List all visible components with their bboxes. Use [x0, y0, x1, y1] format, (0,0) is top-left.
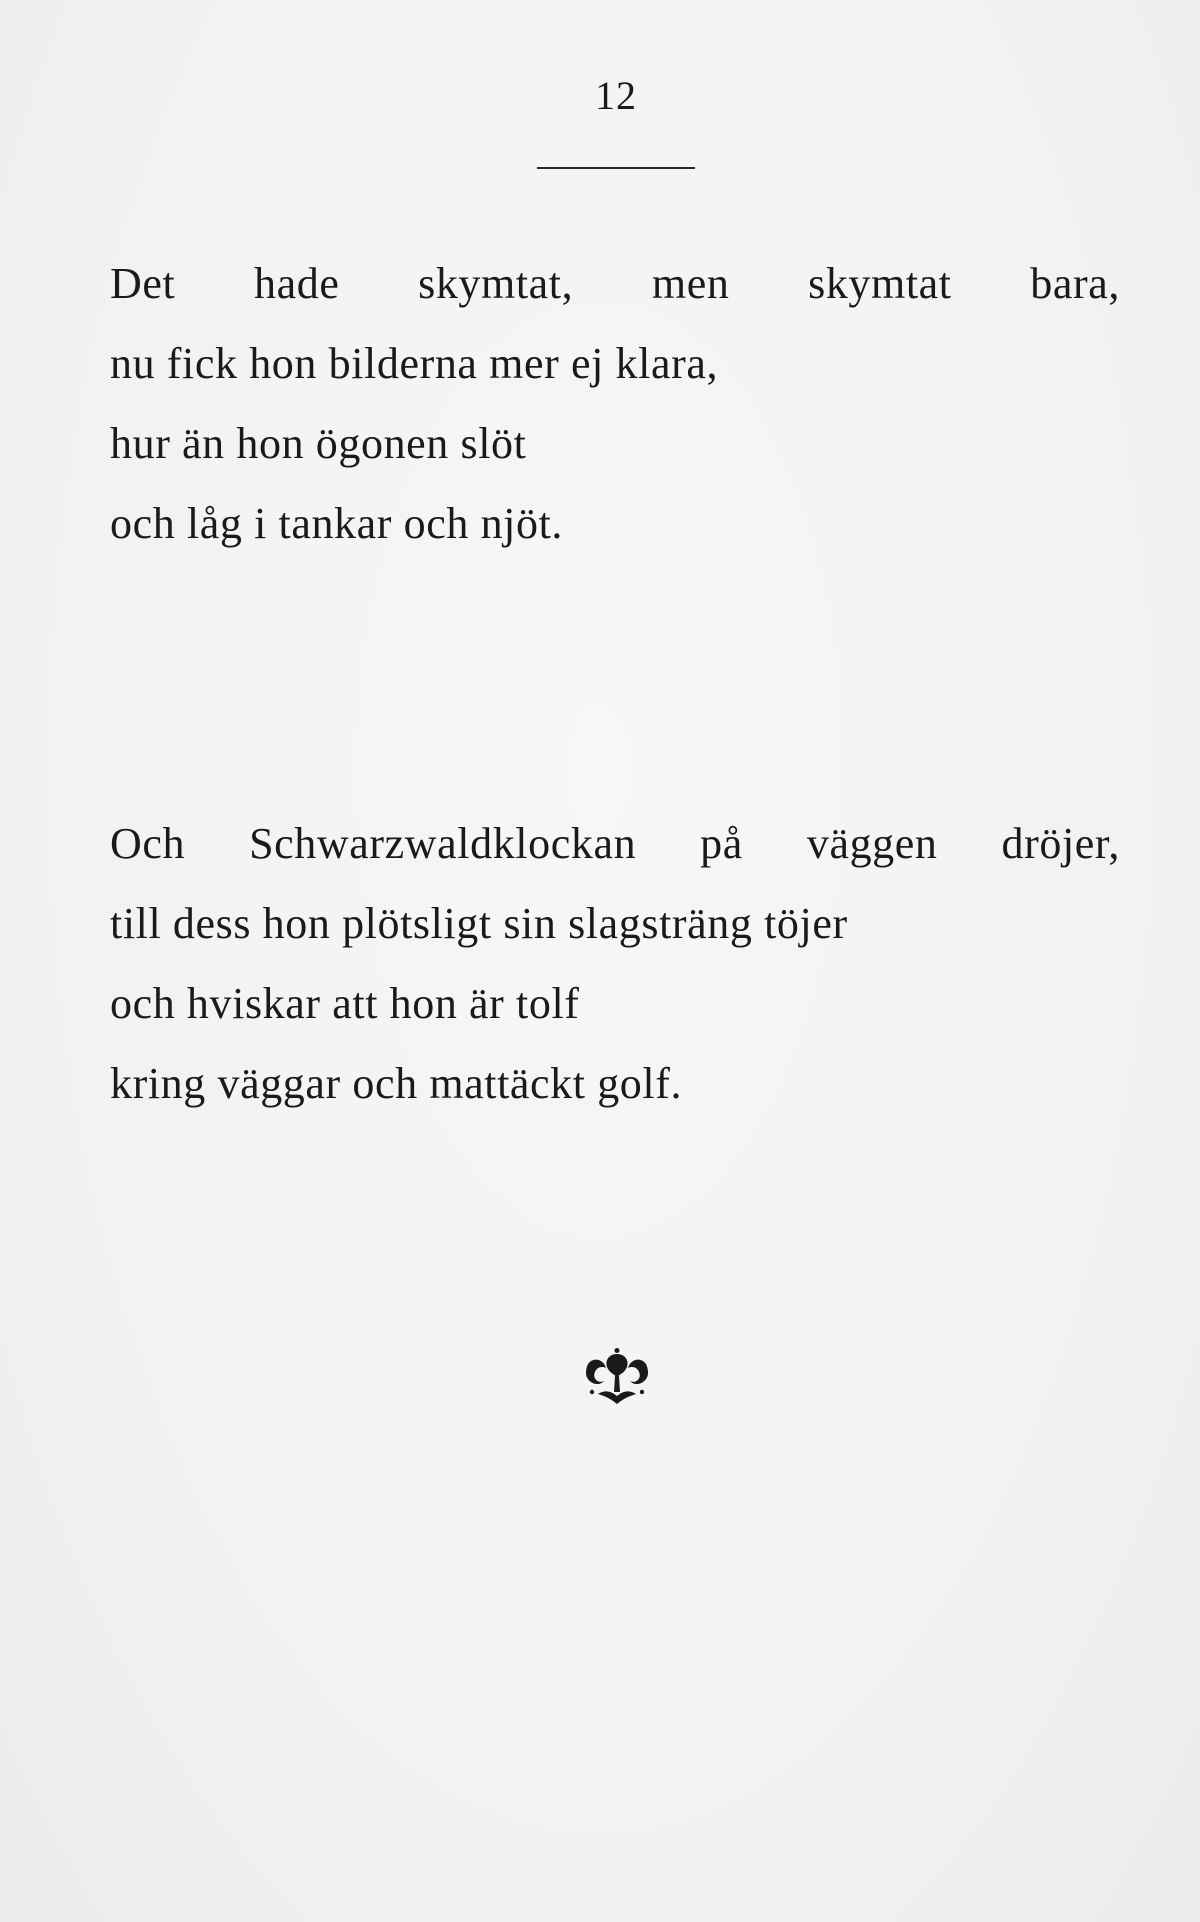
- stanza-2: [110, 804, 1120, 1124]
- verse-line: hur än hon ögonen slöt: [110, 419, 527, 468]
- stanza-1: [110, 244, 1120, 564]
- floral-ornament-icon: [584, 1348, 650, 1410]
- verse-line: Och Schwarzwaldklockan på väggen dröjer,: [110, 819, 1120, 868]
- verse-line: nu fick hon bilderna mer ej klara,: [110, 339, 719, 388]
- verse-line: och låg i tankar och njöt.: [110, 499, 564, 548]
- verse-line: Det hade skymtat, men skymtat bara,: [110, 259, 1120, 308]
- verse-line: kring väggar och mattäckt golf.: [110, 1059, 683, 1108]
- page-number: 12: [595, 73, 637, 118]
- verse-line: och hviskar att hon är tolf: [110, 979, 580, 1028]
- header-rule: [537, 167, 695, 169]
- verse-line: till dess hon plötsligt sin slagsträng töjer: [110, 899, 848, 948]
